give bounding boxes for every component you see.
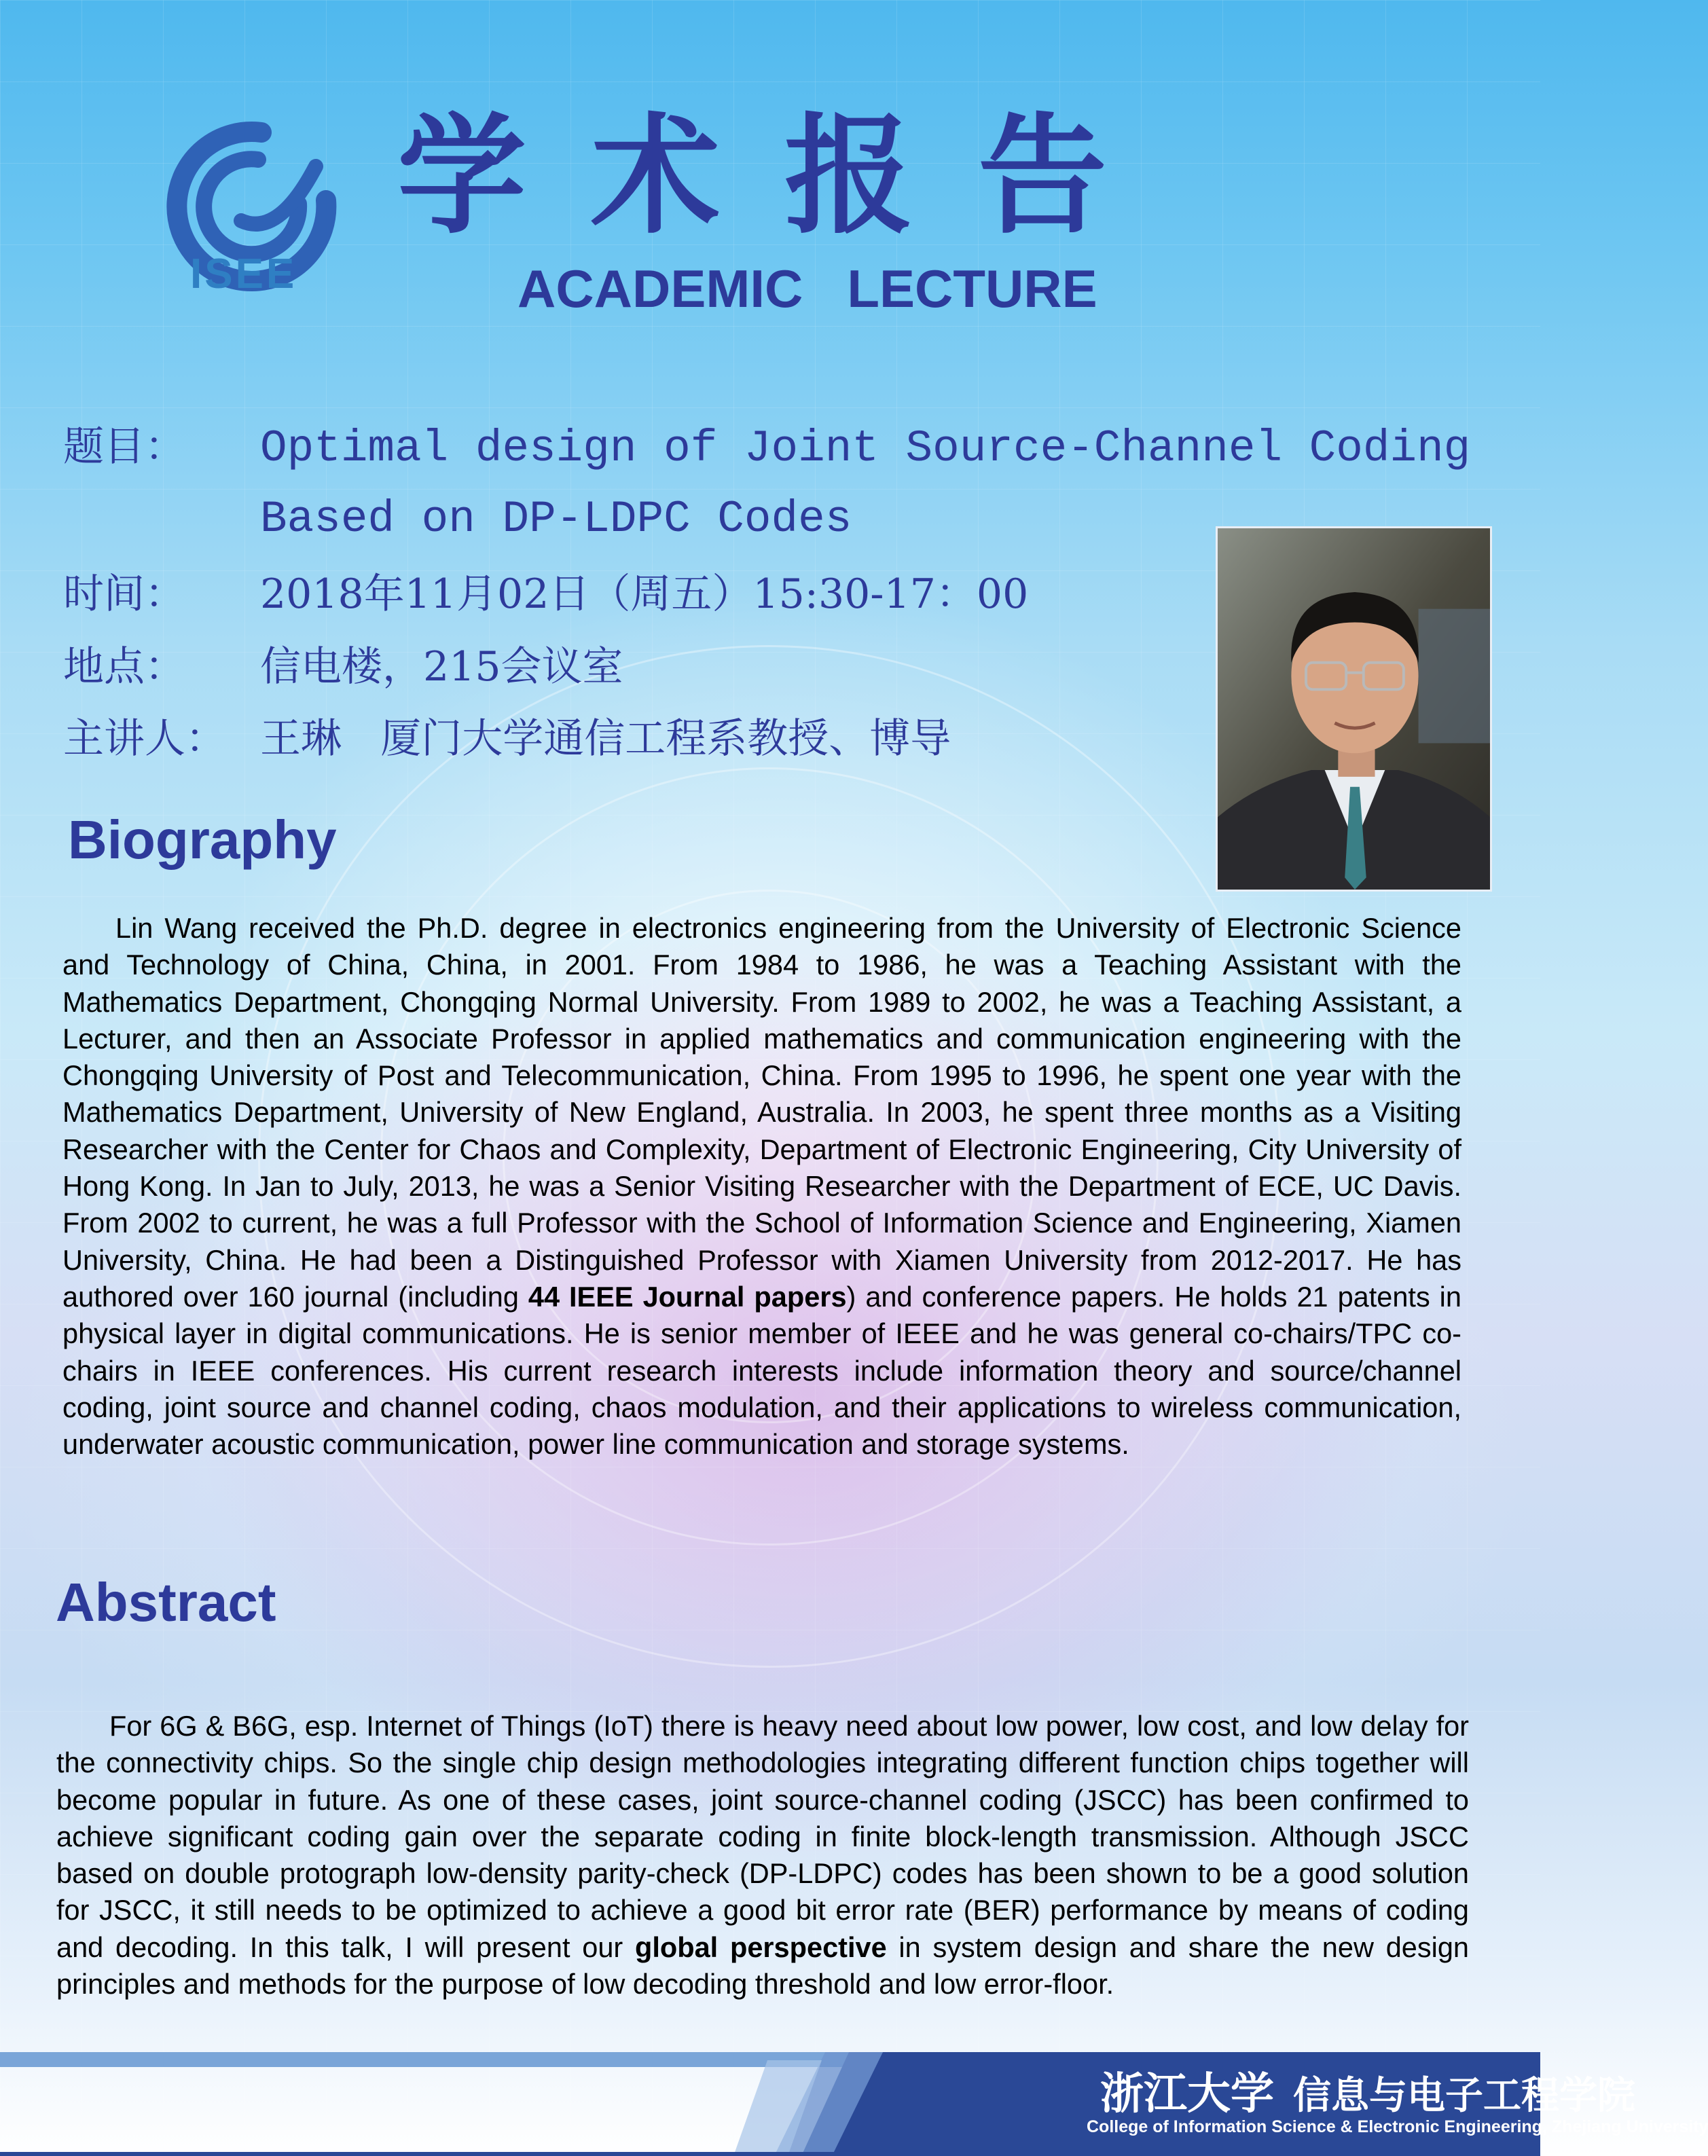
footer-english: College of Information Science & Electronic Engineering, Zhejiang University — [1087, 2117, 1708, 2136]
title-chinese: 学术报告 — [397, 101, 1172, 251]
place-value: 信电楼，215会议室 — [260, 643, 623, 691]
speaker-label: 主讲人： — [63, 715, 226, 763]
time-row — [63, 570, 1029, 618]
place-label: 地点： — [63, 643, 185, 691]
time-value: 2018年11月02日（周五）15:30-17：00 — [260, 570, 1029, 618]
abstract-heading: Abstract — [56, 1572, 276, 1632]
logo-text: ISEE — [190, 251, 297, 297]
time-label: 时间： — [63, 570, 185, 618]
abstract-text: For 6G & B6G, esp. Internet of Things (IoT) there is heavy need about low power, low cost, and low delay for the connectivity chips. So the single chip design methodologies integrating different function chips together will become popular in future. As one of these cases, joint source-channel coding (JSCC) has been confirmed to achieve significant coding gain over the separate coding in finite block-length transmission. Although JSCC based on double protograph low-density parity-check (DP-LDPC) codes has been shown to be a good solution for JSCC, it still needs to be optimized to achieve a good bit error rate (BER) performance by means of coding and decoding. In this talk, I will present our global perspective in system design and share the new design principles and methods for the purpose of low decoding threshold and low error-floor. — [56, 1710, 1469, 2000]
footer-chinese — [1100, 2059, 1635, 2121]
university-name: 浙江大学 — [1100, 2069, 1274, 2119]
speaker-photo — [1216, 526, 1492, 892]
speaker-row — [63, 715, 951, 763]
biography-text: Lin Wang received the Ph.D. degree in electronics engineering from the University of Electronic Science and Technology of China, China, in 2001. From 1984 to 1986, he was a Teaching Assistant with the Mathematics Department, Chongqing Normal University. From 1989 to 2002, he was a Teaching Assistant, a Lecturer, and then an Associate Professor in applied mathematics and communication engineering with the Chongqing University of Post and Telecommunication, China. From 1995 to 1996, he spent one year with the Mathematics Department, University of New England, Australia. In 2003, he spent three months as a Visiting Researcher with the Center for Chaos and Complexity, Department of Electronic Engineering, City University of Hong Kong. In Jan to July, 2013, he was a Senior Visiting Researcher with the Department of ECE, UC Davis. From 2002 to current, he was a full Professor with the School of Information Science and Engineering, Xiamen University, China. He had been a Distinguished Professor with Xiamen University from 2012-2017. He has authored over 160 journal (including 44 IEEE Journal papers) and conference papers. He holds 21 patents in physical layer in digital communications. He is senior member of IEEE and he was general co-chairs/TPC co-chairs in IEEE conferences. His current research interests include information theory and source/channel coding, joint source and channel coding, chaos modulation, and their applications to wireless communication, underwater acoustic communication, power line communication and storage systems. — [62, 912, 1461, 1461]
abstract-highlight: global perspective — [635, 1931, 887, 1963]
school-name: 信息与电子工程学院 — [1293, 2074, 1635, 2118]
topic-line-2: Based on DP-LDPC Codes — [260, 494, 852, 545]
place-row — [63, 643, 623, 691]
biography-heading: Biography — [68, 809, 337, 870]
speaker-value: 王琳 厦门大学通信工程系教授、博导 — [260, 715, 951, 763]
biography-highlight: 44 IEEE Journal papers — [528, 1280, 847, 1313]
title-english: ACADEMIC LECTURE — [517, 259, 1097, 318]
topic-line-1: Optimal design of Joint Source-Channel Coding — [260, 423, 1471, 474]
topic-label: 题目： — [63, 423, 185, 471]
topic-row-2 — [63, 494, 852, 545]
topic-row — [63, 423, 1471, 474]
